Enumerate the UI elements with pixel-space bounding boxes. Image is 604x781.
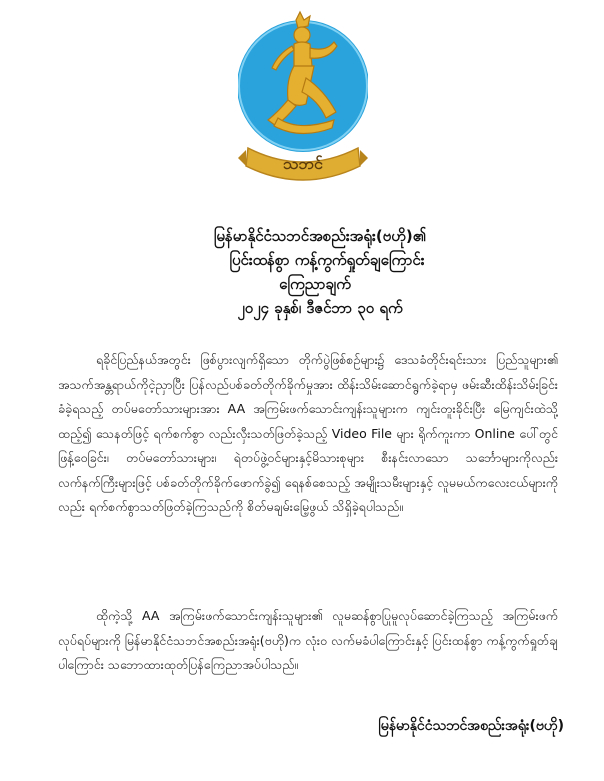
announcement-title	[0, 224, 604, 320]
title-date: ၂၀၂၄ ခုနှစ်၊ ဒီဇင်ဘာ ၃၀ ရက်	[237, 299, 403, 317]
signature: မြန်မာနိုင်ငံသဘင်အစည်းအရုံး(ဗဟို)	[378, 718, 564, 734]
organization-logo	[238, 8, 368, 198]
title-statement: ကြေညာချက်	[279, 275, 351, 293]
body-paragraph-1: ရခိုင်ပြည်နယ်အတွင်း ဖြစ်ပွားလျက်ရှိသော တိုက်ပွဲဖြစ်စဉ်များ၌ ဒေသခံတိုင်းရင်းသား ပြည်သူများ၏ အသက်အန္တရာယ်ကိုငဲ့ညှာပြီး ပြန်လည်ပစ်ခတ်တိုက်ခိုက်မှုအား ထိန်းသိမ်းဆောင်ရွက်ခဲ့ရာမှ ဖမ်းဆီးထိန်းသိမ်းခြင်းခံခဲ့ရသည့် တပ်မတော်သားများအား AA အကြမ်းဖက်သောင်းကျန်းသူများက ကျင်းတူးခိုင်းပြီး မြေကျင်းထဲသို့ထည့်၍ သေနတ်ဖြင့် ရက်စက်စွာ လည်းလှီးသတ်ဖြတ်ခဲ့သည့် Video File များ ရိုက်ကူးကာ Online ပေါ်တွင် ဖြန့်ဝေခြင်း၊ တပ်မတော်သားများ၊ ရဲတပ်ဖွဲ့ဝင်များနှင့်မိသားစုများ စီးနင်းလာသော သင်္ဘောများကိုလည်း လက်နက်ကြီးများဖြင့် ပစ်ခတ်တိုက်ခိုက်ဖောက်ခွဲ၍ ရေနစ်စေသည့် အမျိုးသမီးများနှင့် လူမမယ်ကလေးငယ်များကိုလည်း ရက်စက်စွာသတ်ဖြတ်ခဲ့ကြသည်ကို စိတ်မချမ်းမြေ့ဖွယ် သိရှိခဲ့ရပါသည်။	[58, 352, 558, 514]
title-condemnation: ပြင်းထန်စွာ ကန့်ကွက်ရှုတ်ချကြောင်း	[229, 251, 425, 269]
dancer-emblem-icon	[238, 8, 368, 198]
logo-text: သဘင်	[283, 154, 323, 173]
title-organization: မြန်မာနိုင်ငံသဘင်အစည်းအရုံး(ဗဟို)၏	[213, 227, 427, 245]
body-paragraph-2: ထိုကဲ့သို့ AA အကြမ်းဖက်သောင်းကျန်းသူများ၏ လူမဆန်စွာပြုမူလုပ်ဆောင်ခဲ့ကြသည့် အကြမ်းဖက်လုပ်ရပ်များကို မြန်မာနိုင်ငံသဘင်အစည်းအရုံး(ဗဟို)က လုံးဝ လက်မခံပါကြောင်းနှင့် ပြင်းထန်စွာ ကန့်ကွက်ရှုတ်ချပါကြောင်း သဘောထားထုတ်ပြန်ကြေညာအပ်ပါသည်။	[58, 608, 558, 672]
